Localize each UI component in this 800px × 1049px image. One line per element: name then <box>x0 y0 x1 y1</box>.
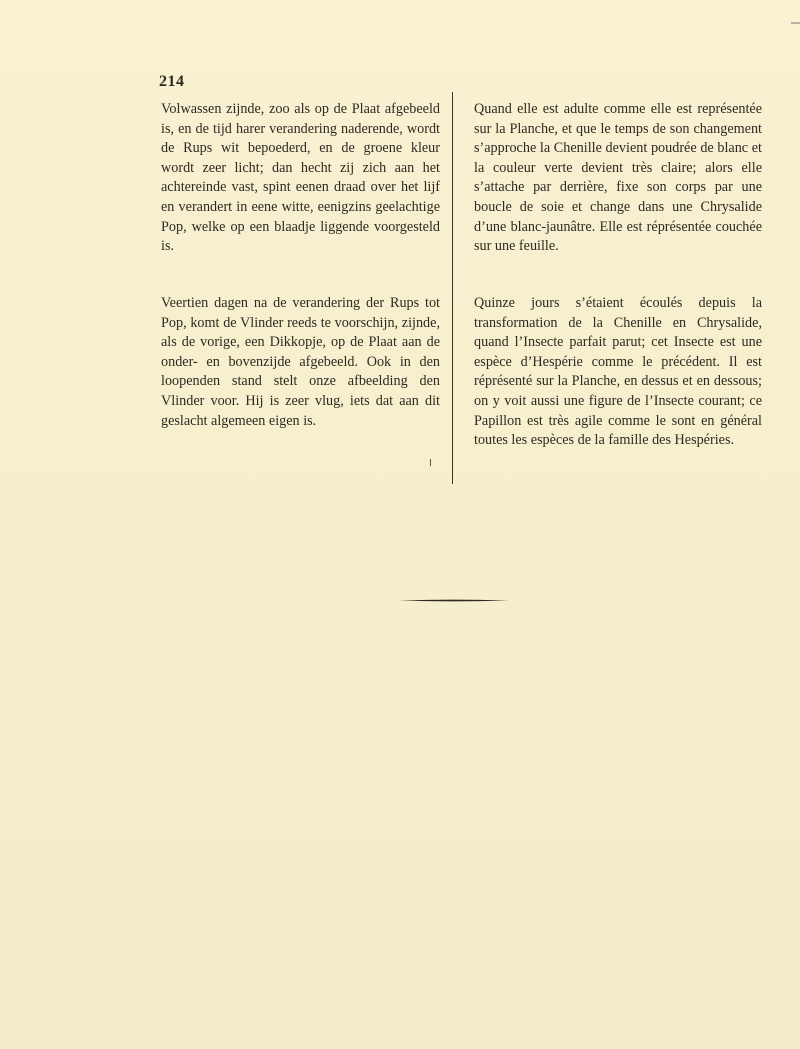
page-number: 214 <box>159 73 185 90</box>
dutch-paragraph-1: Volwassen zijnde, zoo als op de Plaat afgebeeld is, en de tijd harer verandering naderende, wordt de Rups wit bepoederd, en de groene kleur wordt zeer licht; dan hecht zij zich aan het achtereinde vast, spint eenen draad over het lijf en verandert in eene witte, eenigzins geelachtige Pop, welke op een blaadje liggende voorgesteld is. <box>161 101 440 255</box>
page-edge-mark <box>791 22 800 24</box>
french-paragraph-2: Quinze jours s’étaient écoulés depuis la transformation de la Chenille en Chrysalide, quand l’Insecte parfait parut; cet Insecte est une espèce d’Hespérie comme le précédent. Il est réprésenté sur la Planche, en dessus et en dessous; on y voit aussi une figure de l’Insecte courant; ce Papillon est très agile comme le sont en général toutes les espèces de la famille des Hespéries. <box>474 295 762 449</box>
print-mark <box>430 459 431 466</box>
column-divider <box>452 92 453 484</box>
section-end-rule <box>399 599 509 602</box>
french-paragraph-1: Quand elle est adulte comme elle est représentée sur la Planche, et que le temps de son changement s’approche la Chenille devient poudrée de blanc et la couleur verte devient très claire; alors elle s’attache par derrière, fixe son corps par une boucle de soie et change dans une Chrysalide d’une blanc-jaunâtre. Elle est réprésentée couchée sur une feuille. <box>474 101 762 255</box>
dutch-paragraph-2: Veertien dagen na de verandering der Rups tot Pop, komt de Vlinder reeds te voorschijn, zijnde, als de vorige, een Dikkopje, op de Plaat aan de onder- en bovenzijde afgebeeld. Ook in den loopenden stand stelt onze afbeelding den Vlinder voor. Hij is zeer vlug, iets dat aan dit geslacht algemeen eigen is. <box>161 295 440 429</box>
